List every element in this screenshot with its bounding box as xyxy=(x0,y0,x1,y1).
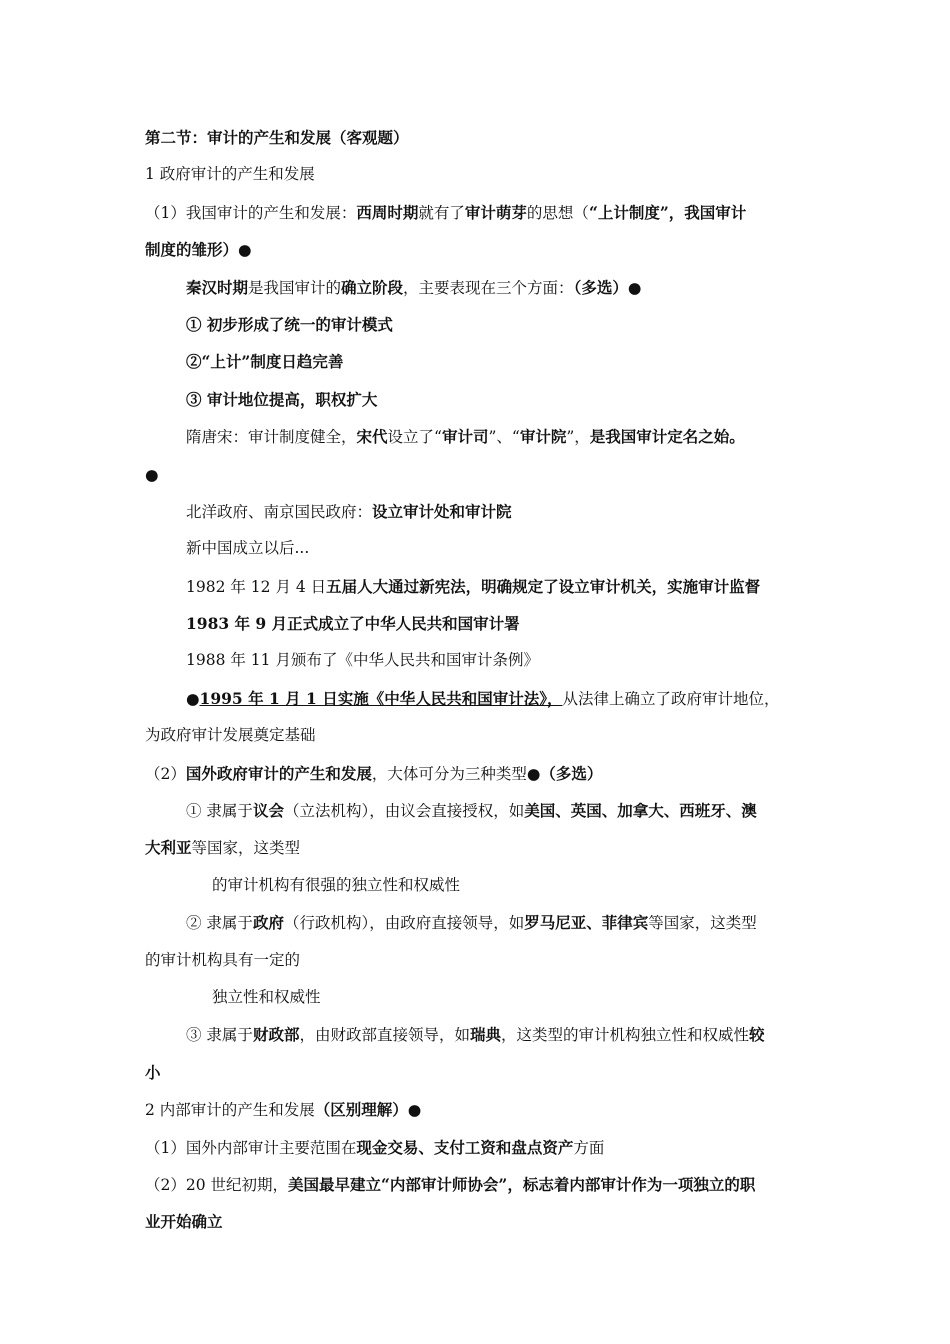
text: 北洋政府、南京国民政府： xyxy=(186,502,373,521)
emphasis: （多选）● xyxy=(573,277,642,297)
list-item xyxy=(145,343,810,380)
emphasis: 1983 年 9 月正式成立了中华人民共和国审计署 xyxy=(186,614,520,634)
emphasis: 五届人大通过新宪法，明确规定了设立审计机关，实施审计监督 xyxy=(326,576,761,596)
paragraph-line: 的审计机构有很强的独立性和权威性 xyxy=(212,875,461,894)
text: 是我国审计的 xyxy=(248,278,342,297)
paragraph-line xyxy=(145,904,810,941)
emphasis: “上计制度”，我国审计 xyxy=(588,202,747,222)
emphasis: 审计院 xyxy=(519,427,567,447)
emphasis: 小 xyxy=(145,1062,161,1082)
text: ① 隶属于 xyxy=(186,802,253,821)
text: ，由财政部直接领导，如 xyxy=(299,1026,470,1045)
emphasis: 审计司 xyxy=(441,427,489,447)
emphasis: 审计萌芽 xyxy=(464,202,527,222)
paragraph-line xyxy=(145,231,810,268)
subsection-1-heading: 1 政府审计的产生和发展 xyxy=(145,165,315,184)
emphasis: （区别理解）● xyxy=(314,1100,422,1120)
text: ，主要表现在三个方面： xyxy=(403,278,574,297)
paragraph-line xyxy=(145,493,810,530)
emphasis-underlined: 1995 年 1 月 1 日实施《中华人民共和国审计法》， xyxy=(199,688,563,708)
paragraph-line xyxy=(145,269,810,306)
text: 从法律上确立了政府审计地位， xyxy=(562,689,780,708)
emphasis: 美国最早建立“内部审计师协会”，标志着内部审计作为一项独立的职 xyxy=(288,1174,756,1194)
emphasis: 确立阶段 xyxy=(341,277,404,297)
emphasis: ● xyxy=(186,688,200,708)
text: ”、“ xyxy=(488,428,520,447)
emphasis: ②“上计”制度日趋完善 xyxy=(186,352,344,372)
text: （1）我国审计的产生和发展： xyxy=(145,203,357,222)
text: 等国家，这类型 xyxy=(648,914,757,933)
paragraph-line: 新中国成立以后... xyxy=(186,539,310,558)
emphasis: 现金交易、支付工资和盘点资产 xyxy=(356,1137,574,1157)
paragraph-line xyxy=(145,829,810,866)
text: 就有了 xyxy=(418,203,465,222)
paragraph-line xyxy=(145,568,810,605)
paragraph-line xyxy=(145,1129,810,1166)
emphasis: 宋代 xyxy=(356,427,388,447)
emphasis: 大利亚 xyxy=(145,838,192,858)
subsection-2-heading xyxy=(145,1091,810,1128)
paragraph-line xyxy=(145,605,810,642)
emphasis: ③ 审计地位提高，职权扩大 xyxy=(186,389,378,409)
emphasis: 国外政府审计的产生和发展 xyxy=(185,763,372,783)
emphasis: ● xyxy=(145,464,159,484)
list-item xyxy=(145,381,810,418)
list-item xyxy=(145,306,810,343)
paragraph-line xyxy=(145,1166,810,1203)
paragraph-line: 的审计机构具有一定的 xyxy=(145,950,301,969)
paragraph-line xyxy=(145,755,810,792)
bullet-mark xyxy=(145,456,810,493)
emphasis: ① 初步形成了统一的审计模式 xyxy=(186,314,393,334)
emphasis: 议会 xyxy=(252,801,284,821)
emphasis: 财政部 xyxy=(252,1025,300,1045)
paragraph-line xyxy=(145,1054,810,1091)
text: （立法机构），由议会直接授权，如 xyxy=(283,802,525,821)
text: （2）20 世纪初期， xyxy=(145,1175,289,1194)
text: 隋唐宋：审计制度健全， xyxy=(186,428,357,447)
text: 方面 xyxy=(573,1138,605,1157)
document-page xyxy=(145,119,810,1241)
text: 的思想（ xyxy=(526,203,589,222)
emphasis: 是我国审计定名之始。 xyxy=(589,427,745,447)
text: 等国家，这类型 xyxy=(191,839,301,858)
emphasis: 瑞典 xyxy=(469,1025,501,1045)
emphasis: 制度的雏形）● xyxy=(145,240,252,260)
paragraph-line xyxy=(145,1203,810,1240)
emphasis: 设立审计处和审计院 xyxy=(372,501,512,521)
paragraph-line xyxy=(145,418,810,455)
emphasis: 罗马尼亚、菲律宾 xyxy=(524,913,649,933)
emphasis: 业开始确立 xyxy=(145,1212,223,1232)
emphasis: 较 xyxy=(749,1025,765,1045)
text: 2 内部审计的产生和发展 xyxy=(145,1101,315,1120)
text: 设立了“ xyxy=(387,428,442,447)
paragraph-line xyxy=(145,792,810,829)
text: ，这类型的审计机构独立性和权威性 xyxy=(500,1026,749,1045)
paragraph-line xyxy=(145,680,810,717)
text: 1982 年 12 月 4 日 xyxy=(186,577,327,596)
text: （行政机构），由政府直接领导，如 xyxy=(283,914,525,933)
emphasis: 西周时期 xyxy=(356,202,419,222)
text: ”， xyxy=(566,428,590,447)
emphasis: 政府 xyxy=(252,913,284,933)
paragraph-line: 独立性和权威性 xyxy=(212,987,321,1006)
emphasis: 秦汉时期 xyxy=(186,277,249,297)
paragraph-line xyxy=(145,1016,810,1053)
paragraph-line: 为政府审计发展奠定基础 xyxy=(145,726,316,745)
text: ③ 隶属于 xyxy=(186,1026,253,1045)
text: ，大体可分为三种类型 xyxy=(371,764,527,783)
paragraph-line: 1988 年 11 月颁布了《中华人民共和国审计条例》 xyxy=(186,651,539,670)
text: ② 隶属于 xyxy=(186,914,253,933)
text: （1）国外内部审计主要范围在 xyxy=(145,1138,357,1157)
emphasis: 美国、英国、加拿大、西班牙、澳 xyxy=(524,801,757,821)
emphasis: ●（多选） xyxy=(526,763,603,783)
text: （2） xyxy=(145,764,186,783)
section-heading: 第二节：审计的产生和发展（客观题） xyxy=(145,128,409,147)
paragraph-line xyxy=(145,194,810,231)
